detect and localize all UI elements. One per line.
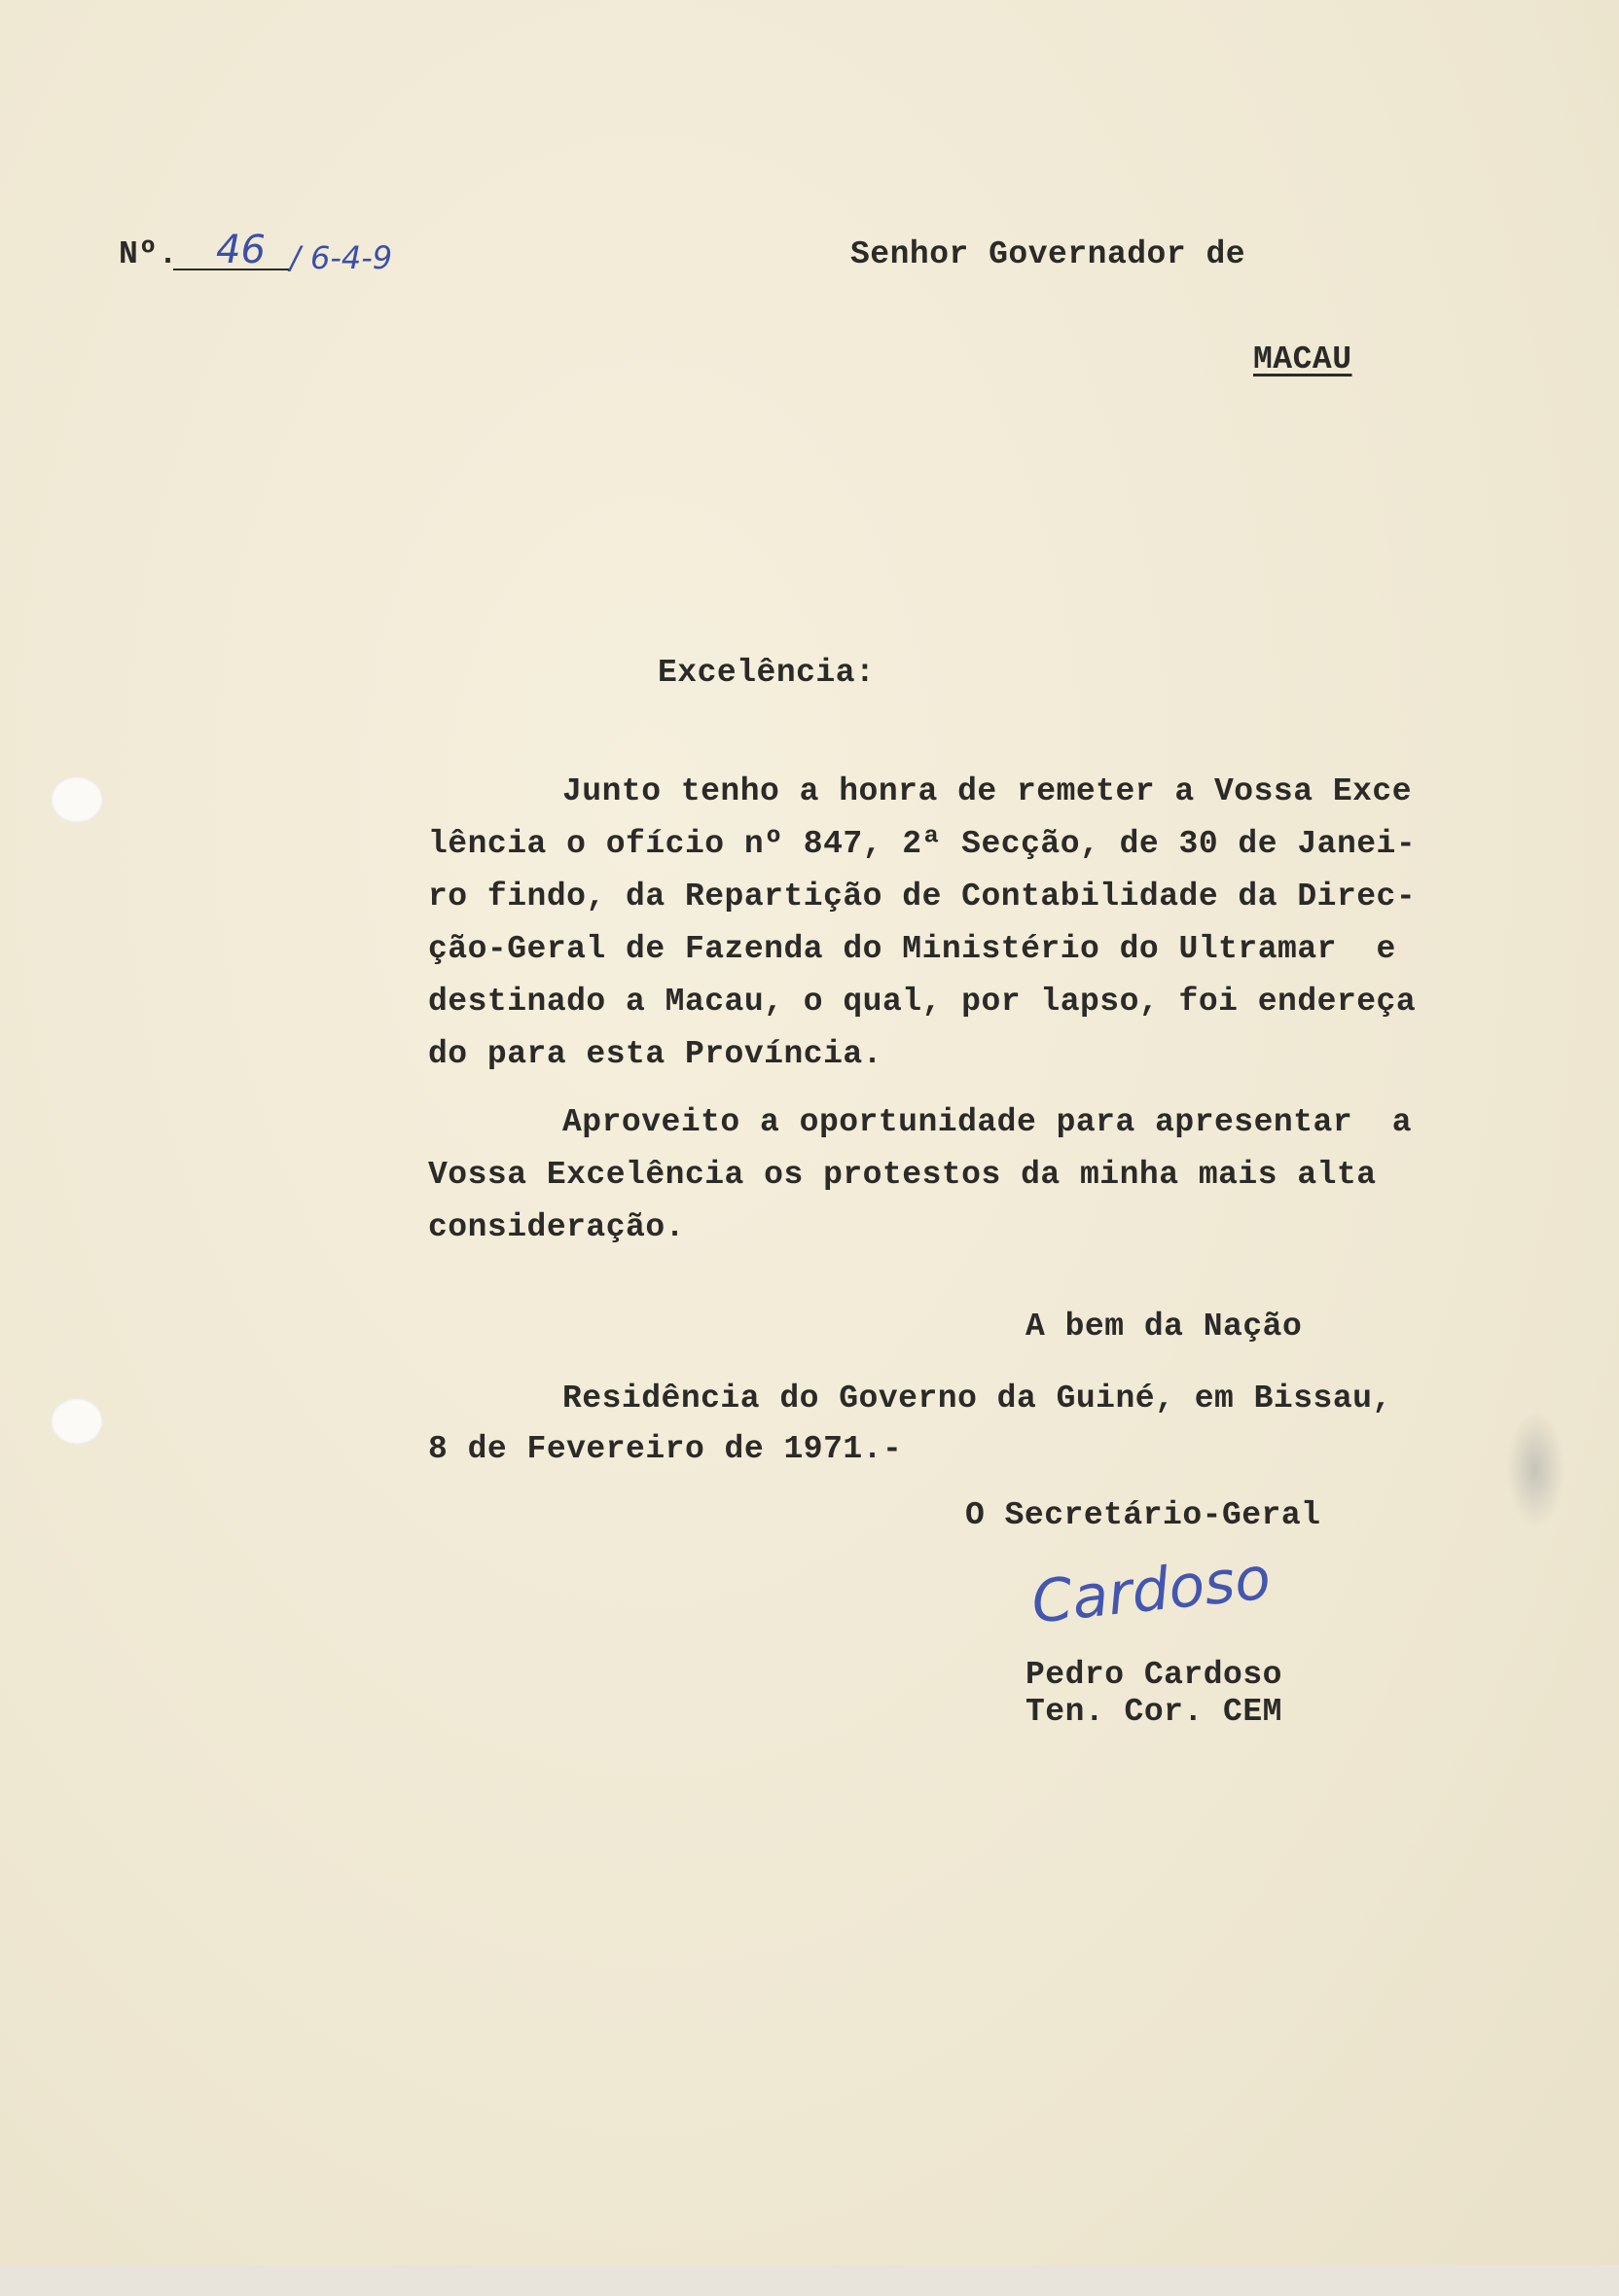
handwritten-number: 46: [216, 228, 266, 272]
paragraph1-line: ro findo, da Repartição de Contabilidade da Direc-: [428, 879, 1417, 915]
scan-border: [0, 2265, 1619, 2296]
signatory-name: Pedro Cardoso: [1025, 1657, 1282, 1693]
place-line: Residência do Governo da Guiné, em Bissau,: [562, 1381, 1392, 1417]
date-line: 8 de Fevereiro de 1971.-: [428, 1431, 903, 1467]
addressee-place: MACAU: [1253, 341, 1352, 377]
punch-hole-bottom: [51, 1398, 103, 1445]
paragraph1-line: Junto tenho a honra de remeter a Vossa Exce: [562, 773, 1413, 809]
punch-hole-top: [51, 776, 103, 823]
ink-smudge: [1506, 1411, 1565, 1527]
handwritten-date-ref: / 6-4-9: [290, 239, 393, 276]
number-label: Nº.: [119, 236, 178, 272]
closing-phrase: A bem da Nação: [1025, 1309, 1303, 1345]
paragraph1-line: do para esta Província.: [428, 1036, 882, 1072]
paragraph2-line: consideração.: [428, 1209, 685, 1245]
paragraph2-line: Vossa Excelência os protestos da minha mais alta: [428, 1157, 1377, 1193]
paragraph1-line: lência o ofício nº 847, 2ª Secção, de 30 de Janei-: [428, 826, 1417, 862]
signatory-rank: Ten. Cor. CEM: [1025, 1694, 1282, 1730]
salutation: Excelência:: [658, 655, 876, 691]
addressee-line: Senhor Governador de: [850, 236, 1246, 272]
paragraph1-line: ção-Geral de Fazenda do Ministério do Ultramar e: [428, 931, 1396, 967]
paragraph2-line: Aproveito a oportunidade para apresentar a: [562, 1104, 1413, 1140]
paragraph1-line: destinado a Macau, o qual, por lapso, foi endereça: [428, 984, 1417, 1020]
signatory-title: O Secretário-Geral: [965, 1497, 1321, 1533]
signature-handwritten: Cardoso: [1028, 1544, 1275, 1637]
